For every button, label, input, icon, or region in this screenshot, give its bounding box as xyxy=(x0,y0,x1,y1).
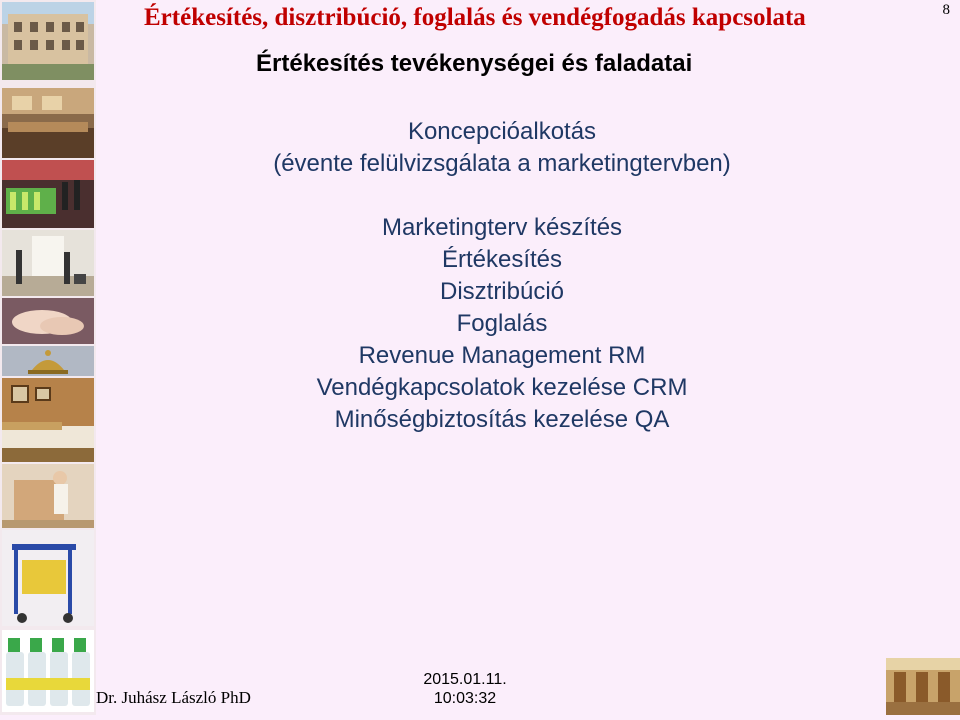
photo-strip xyxy=(0,0,96,715)
hotel-building-photo xyxy=(2,2,94,80)
hotel-lobby-photo xyxy=(886,658,960,715)
slide-subtitle: Értékesítés tevékenységei és faladatai xyxy=(256,50,693,77)
footer-datetime xyxy=(410,670,520,708)
task-item: Revenue Management RM xyxy=(358,342,646,369)
concept-line: Koncepcióalkotás xyxy=(407,118,597,145)
housekeeping-photo xyxy=(2,464,94,528)
concept-block xyxy=(150,116,854,180)
reception-lobby-photo xyxy=(2,88,94,158)
hotel-room-photo xyxy=(2,378,94,462)
cleaning-bottles-photo xyxy=(2,630,94,712)
task-item: Vendégkapcsolatok kezelése CRM xyxy=(316,374,688,401)
task-item: Minőségbiztosítás kezelése QA xyxy=(334,406,670,433)
concept-line: (évente felülvizsgálata a marketingtervben) xyxy=(273,150,731,177)
service-bell-photo xyxy=(2,346,94,376)
cleaning-cart-photo xyxy=(2,530,94,626)
hotel-corridor-photo xyxy=(2,230,94,296)
task-item: Disztribúció xyxy=(439,278,565,305)
task-list xyxy=(150,212,854,436)
hands-photo xyxy=(2,298,94,344)
footer-time: 10:03:32 xyxy=(433,690,497,707)
slide-title: Értékesítés, disztribúció, foglalás és vendégfogadás kapcsolata xyxy=(144,4,806,31)
page-number: 8 xyxy=(942,2,950,18)
footer-author: Dr. Juhász László PhD xyxy=(96,688,251,707)
footer-date: 2015.01.11. xyxy=(423,671,507,688)
task-item: Értékesítés xyxy=(441,246,563,273)
task-item: Marketingterv készítés xyxy=(381,214,623,241)
front-desk-photo xyxy=(2,160,94,228)
task-item: Foglalás xyxy=(456,310,548,337)
